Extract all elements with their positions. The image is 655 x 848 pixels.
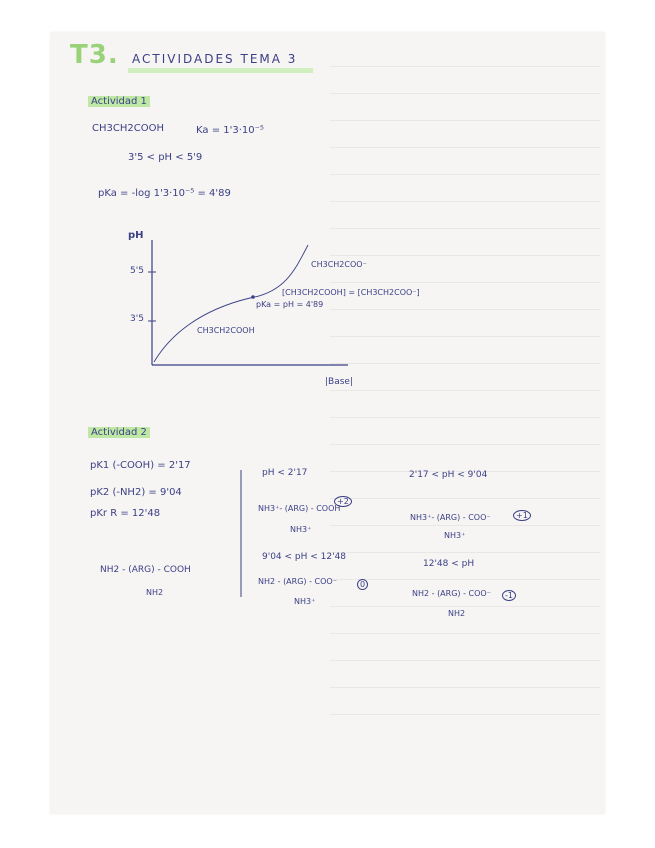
pkr-value: pKr R = 12'48	[90, 508, 161, 519]
graph-species-bottom: CH3CH2COOH	[197, 326, 255, 335]
case-1-charge-value: +2	[334, 496, 352, 507]
graph-species-top: CH3CH2COO⁻	[311, 260, 367, 269]
case-4-charge-value: -1	[502, 590, 516, 601]
arg-base-formula: NH2 - (ARG) - COOH	[100, 565, 191, 575]
pka-calculation: pKa = -log 1'3·10⁻⁵ = 4'89	[98, 188, 231, 199]
case-1-formula: NH3⁺- (ARG) - COOH	[258, 504, 341, 513]
case-3-charge	[357, 572, 368, 591]
spacer	[90, 444, 92, 448]
graph-tick-low: 3'5	[130, 314, 144, 324]
case-1-charge	[334, 489, 352, 508]
case-3-charge-value: 0	[357, 579, 368, 590]
case-2-charge	[513, 503, 531, 522]
graph-tick-high: 5'5	[130, 266, 144, 276]
pk1-value: pK1 (-COOH) = 2'17	[90, 460, 191, 471]
activity-1-heading: Actividad 1	[88, 96, 150, 107]
page-title: ACTIVIDADES TEMA 3	[132, 52, 298, 66]
case-4-formula: NH2 - (ARG) - COO⁻	[412, 589, 491, 598]
case-2-substituent: NH3⁺	[444, 531, 466, 540]
ph-range: 3'5 < pH < 5'9	[128, 152, 203, 163]
case-3-substituent: NH3⁺	[294, 597, 316, 606]
pk2-value: pK2 (-NH2) = 9'04	[90, 487, 182, 498]
case-2-charge-value: +1	[513, 510, 531, 521]
case-1-substituent: NH3⁺	[290, 525, 312, 534]
case-1-condition: pH < 2'17	[262, 468, 308, 478]
case-2-condition: 2'17 < pH < 9'04	[409, 470, 488, 480]
case-4-substituent: NH2	[448, 609, 466, 618]
graph-x-label: |Base|	[325, 377, 353, 387]
graph-pka-note: pKa = pH = 4'89	[256, 300, 324, 309]
case-3-formula: NH2 - (ARG) - COO⁻	[258, 577, 337, 586]
ka-value: Ka = 1'3·10⁻⁵	[196, 125, 264, 136]
pka-point	[251, 295, 255, 299]
case-4-condition: 12'48 < pH	[423, 559, 475, 569]
case-2-formula: NH3⁺- (ARG) - COO⁻	[410, 513, 491, 522]
case-3-condition: 9'04 < pH < 12'48	[262, 552, 347, 562]
topic-badge: T3.	[70, 40, 119, 70]
graph-equality: [CH3CH2COOH] = [CH3CH2COO⁻]	[282, 288, 420, 297]
graph-y-label: pH	[128, 230, 144, 241]
compound-formula: CH3CH2COOH	[92, 123, 164, 134]
case-4-charge	[502, 583, 516, 602]
activity-2-heading: Actividad 2	[88, 427, 150, 438]
arg-base-substituent: NH2	[146, 588, 164, 597]
